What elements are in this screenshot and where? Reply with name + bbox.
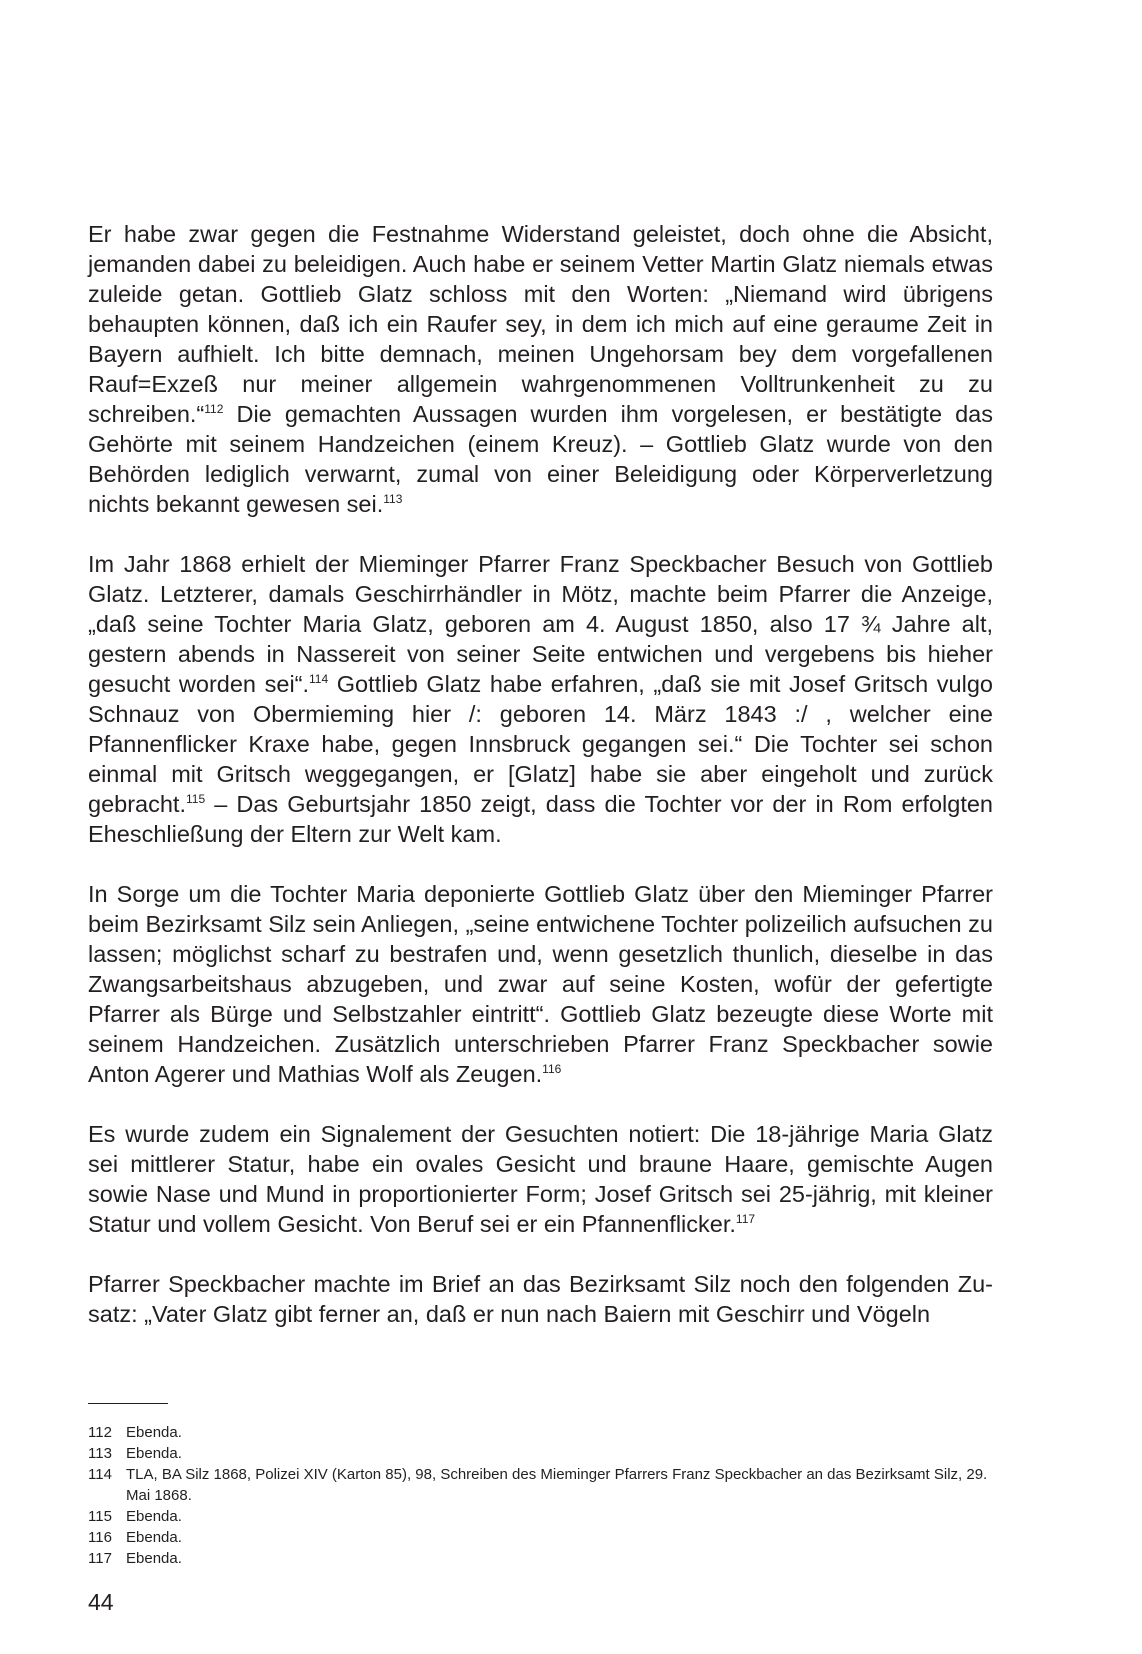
paragraph-text: Es wurde zudem ein Signalement der Gesuchten notiert: Die 18-jährige Maria Glatz sei mittlerer Statur, habe ein ovales Gesicht und braune Haare, gemischte Augen sowie Nase und Mund in proportionierter Form; Josef Gritsch sei 25-jährig, mit kleiner Statur und vollem Gesicht. Von Beruf sei er ein Pfannenflicker. — [88, 1121, 993, 1237]
footnote-text: Ebenda. — [126, 1508, 182, 1525]
footnote-number: 114 — [88, 1466, 112, 1483]
footnote — [88, 1506, 993, 1527]
paragraph-3 — [88, 879, 993, 1089]
footnote-text: Ebenda. — [126, 1445, 182, 1462]
footnote-number: 113 — [88, 1445, 112, 1462]
paragraph-2 — [88, 549, 993, 849]
paragraph-text: Pfarrer Speckbacher machte im Brief an das Bezirksamt Silz noch den folgenden Zusatz: „Vater Glatz gibt ferner an, daß er nun nach Baiern mit Geschirr und Vögeln — [88, 1271, 993, 1327]
footnote — [88, 1422, 993, 1443]
footnote-text: TLA, BA Silz 1868, Polizei XIV (Karton 85), 98, Schreiben des Mieminger Pfarrers Franz Speckbacher an das Bezirksamt Silz, 29. Mai 1868. — [126, 1466, 988, 1504]
footnote-number: 115 — [88, 1508, 112, 1525]
footnote-reference: 114 — [309, 672, 329, 687]
footnote — [88, 1464, 993, 1506]
footnote-number: 117 — [88, 1550, 112, 1567]
footnote — [88, 1548, 993, 1569]
footnote-reference: 117 — [735, 1212, 756, 1227]
paragraph-text: Gottlieb Glatz habe erfahren, „daß sie mit Josef Gritsch vulgo Schnauz von Obermieming hier /: geboren 14. März 1843 :/ , welcher eine Pfannenflicker Kraxe habe, gegen Innsbruck gegangen sei.“ Die Tochter sei schon einmal mit Gritsch weggegangen, er [Glatz] habe sie aber eingeholt und zurück gebracht. — [88, 671, 993, 817]
paragraph-text: Er habe zwar gegen die Festnahme Widerstand geleistet, doch ohne die Absicht, jemanden dabei zu beleidigen. Auch habe er seinem Vetter Martin Glatz niemals etwas zuleide getan. Gottlieb Glatz schloss mit den Worten: „Niemand wird übrigens behaupten können, daß ich ein Raufer sey, in dem ich mich auf eine geraume Zeit in Bayern aufhielt. Ich bitte demnach, meinen Ungehorsam bey dem vorgefallenen Rauf=Exzeß nur meiner allgemein wahrgenommenen Volltrunkenheit zu zu schreiben.“ — [88, 221, 993, 427]
paragraph-text: Im Jahr 1868 erhielt der Mieminger Pfarrer Franz Speckbacher Besuch von Gottlieb Glatz. Letzterer, damals Geschirrhändler in Mötz, machte beim Pfarrer die Anzeige, „daß seine Tochter Maria Glatz, geboren am 4. August 1850, also 17 ¾ Jahre alt, gestern abends in Nassereit von seiner Seite entwichen und vergebens bis hieher gesucht worden sei“. — [88, 551, 993, 697]
paragraph-5 — [88, 1269, 993, 1329]
footnote-reference: 113 — [383, 492, 403, 507]
footnote-number: 116 — [88, 1529, 112, 1546]
footnote-text: Ebenda. — [126, 1529, 182, 1546]
body-text — [88, 219, 993, 1359]
paragraph-text: – Das Geburtsjahr 1850 zeigt, dass die Tochter vor der in Rom erfolgten Eheschließung der Eltern zur Welt kam. — [88, 791, 993, 847]
footnote-number: 112 — [88, 1424, 112, 1441]
footnote-text: Ebenda. — [126, 1424, 182, 1441]
paragraph-1 — [88, 219, 993, 519]
footnote-reference: 115 — [185, 792, 206, 807]
footnote-reference: 116 — [542, 1062, 562, 1077]
footnote-reference: 112 — [204, 402, 224, 417]
footnotes — [88, 1422, 993, 1569]
paragraph-4 — [88, 1119, 993, 1239]
paragraph-text: Die gemachten Aussagen wurden ihm vorgelesen, er bestätigte das Gehörte mit seinem Handzeichen (einem Kreuz). – Gottlieb Glatz wurde von den Behörden lediglich verwarnt, zumal von einer Beleidigung oder Körperverletzung nichts bekannt gewesen sei. — [88, 401, 994, 517]
footnote — [88, 1443, 993, 1464]
footnote-separator — [88, 1403, 168, 1404]
paragraph-text: In Sorge um die Tochter Maria deponierte Gottlieb Glatz über den Mieminger Pfarrer beim Bezirksamt Silz sein Anliegen, „seine entwichene Tochter polizeilich aufsuchen zu lassen; möglichst scharf zu bestrafen und, wenn gesetzlich thunlich, dieselbe in das Zwangsarbeitshaus abzugeben, und zwar auf seine Kosten, wofür der gefertigte Pfarrer als Bürge und Selbstzahler eintritt“. Gottlieb Glatz bezeugte diese Worte mit seinem Handzeichen. Zusätzlich unterschrieben Pfarrer Franz Speckbacher sowie Anton Agerer und Mathias Wolf als Zeugen. — [88, 881, 993, 1087]
footnote-text: Ebenda. — [126, 1550, 182, 1567]
footnote — [88, 1527, 993, 1548]
page-number: 44 — [88, 1589, 114, 1615]
